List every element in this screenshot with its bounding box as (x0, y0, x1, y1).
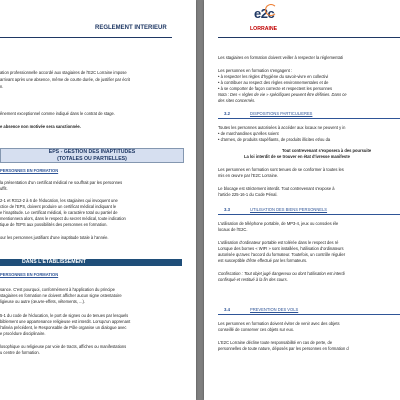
text-line: • à contribuer au respect des règles environnementales et de (218, 80, 329, 85)
text-line: ligieuse ou autre (œuvre-effets, vêtements, ...). (0, 299, 86, 304)
text-line: biblement une appartenance religieuse est interdit. Lorsqu'un apprenant (0, 319, 131, 324)
text-line: Les personnes en formation doivent éviter de venir avec des objets (218, 321, 340, 326)
text-line: • de marchandises qu'elles soient (218, 131, 279, 136)
text-line: • à se comporter de façon correcte et respectent les personnes (218, 86, 333, 91)
text-line-note: confisqué et restitué à la fin des cours. (218, 277, 288, 282)
text-line: arrivant après une absence, même de courte durée, de justifier par écrit (0, 77, 130, 82)
text-line-bold: Tout contrevenant s'exposera à des poursuite (282, 148, 372, 153)
logo-ring-icon (265, 4, 277, 16)
text-line: • à respecter les règles d'hygiène du savoir-vivre en collectivi (218, 74, 329, 79)
text-line: la présentation d'un certificat médical ne souffrait par les personnes (0, 180, 123, 185)
section-title: UTILISATION DES BIENS PERSONNELS (250, 207, 328, 212)
text-line: 5-1 du code de l'éducation, le port de signes ou de tenues par lesquels (0, 313, 129, 318)
text-line: l'article 225-16-1 du Code Pénal. (218, 192, 278, 197)
text-line-bold: e absence non motivée sera sanctionnée. (0, 124, 81, 129)
text-line: Toutes les personnes autorisées à accéder aux locaux ne peuvent y in (218, 125, 346, 130)
text-line: e l'inaptitude. Le certificat médical, le caractère total ou partiel de (0, 210, 118, 215)
text-line: Lorsque des bornes « WIFI » sont installées, l'utilisation d'ordinateurs (218, 246, 344, 251)
sub-heading: PERSONNES EN FORMATION (0, 272, 59, 277)
text-line: est susceptible d'être effectué par les formateurs. (218, 258, 308, 263)
text-line: sance. C'est pourquoi, conformément à l'application du principe (0, 287, 115, 292)
document-page-right (204, 0, 400, 400)
text-line: e procédure disciplinaire. (0, 331, 46, 336)
section-title: PREVENTION DES VOLS (250, 307, 299, 312)
text-line-note: Nota : Des « règles de vie » spécifiques peuvent être définies. Dans ce (218, 92, 347, 97)
text-line: mis en œuvre par l'E2C Lorraine. (218, 173, 279, 178)
text-line: L'E2C Lorraine décline toute responsabilité en cas de perte, de (218, 340, 333, 345)
logo-subtitle: LORRAINE (250, 26, 278, 32)
section-number: 3.4 (224, 307, 230, 312)
section-box-title: EPS - GESTION DES INAPTITUDES (48, 149, 136, 155)
text-line: Les personnes en formation sont tenues de se conformer à toutes les (218, 167, 344, 172)
text-line: locaux de l'E2C. (218, 227, 248, 232)
section-title: DISPOSITIONS PARTICULIERES (250, 111, 313, 116)
text-line: ênement exceptionnel comme indiqué dans le contrat de stage. (0, 111, 115, 116)
header-divider (218, 37, 400, 38)
text-line: our les personnes justifiant d'une inaptitude totale à l'année. (0, 235, 109, 240)
text-line: Les personnes en formation s'engagent : (218, 68, 293, 73)
section-bar-etablissement: DANS L'ETABLISSEMENT (0, 259, 182, 266)
text-line-bold: La loi interdit de se trouver en état d'ivresse manifeste (244, 154, 350, 159)
sub-heading: PERSONNES EN FORMATION (0, 168, 59, 173)
section-box-eps (0, 148, 184, 163)
text-line: mentionnera alors, dans le respect du secret médical, toute indication (0, 216, 126, 221)
text-line: u centre de formation. (0, 350, 40, 355)
text-line: stagiaires en formation ne doivent afficher aucun signe ostentatoire (0, 293, 122, 298)
section-rule (218, 314, 400, 315)
section-number: 3.3 (224, 207, 230, 212)
logo-wordmark: e2c (254, 6, 275, 21)
section-number: 3.2 (224, 111, 230, 116)
header-divider (0, 37, 172, 38)
text-line: personnelles de toute nature, déposés par les personnes en formation d (218, 346, 349, 351)
text-line: losophique ou religieuse par voie de tracts, affiches ou manifestations (0, 344, 127, 349)
text-line: L'utilisation d'ordinateur portable est tolérée dans le respect des ré (218, 240, 339, 245)
document-page-left (0, 0, 196, 400)
e2c-lorraine-logo (248, 2, 284, 36)
text-line: n. (0, 84, 4, 89)
text-line: 2-1 et R312-2 à 6 de l'éducation, les stagiaires qui invoquent une (0, 198, 118, 203)
section-box-subtitle: (TOTALES OU PARTIELLES) (57, 155, 127, 162)
text-line: l'alinéa précédent, le Responsable de Pôle organise un dialogue avec (0, 325, 127, 330)
text-line: Les stagiaires en formation doivent veiller à respecter la réglementati (218, 55, 343, 60)
text-line: ctice de l'EPS, doivent produire un certificat médical indiquant le (0, 204, 117, 209)
text-line: tique de l'EPS aux possibilités des personnes en formation. (0, 222, 108, 227)
text-line: Le blocage est strictement interdit. Tout contrevenant s'expose à (218, 186, 335, 191)
page-header-title: REGLEMENT INTERIEUR (95, 25, 167, 31)
text-line: autorisée qu'avec l'accord du formateur. Toutefois, un contrôle régulier (218, 252, 346, 257)
section-rule (218, 214, 400, 215)
text-line-note: Confiscation : Tout objet jugé dangereux ou dont l'utilisation est interdi (218, 271, 345, 276)
section-rule (218, 118, 400, 119)
text-line: conseillé de conserver ces objets sur eux. (218, 327, 295, 332)
text-line: ation professionnelle accordé aux stagiaires de l'E2C Lorraine impose (0, 70, 127, 75)
text-line-note: des sites concernés. (218, 98, 256, 103)
text-line: L'utilisation de téléphone portable, de MP3-4, jeux ou consoles éle (218, 221, 339, 226)
text-line: • d'armes, de produits stupéfiants, de produits illicites et/ou da (218, 137, 331, 142)
text-line: uffit. (0, 186, 8, 191)
